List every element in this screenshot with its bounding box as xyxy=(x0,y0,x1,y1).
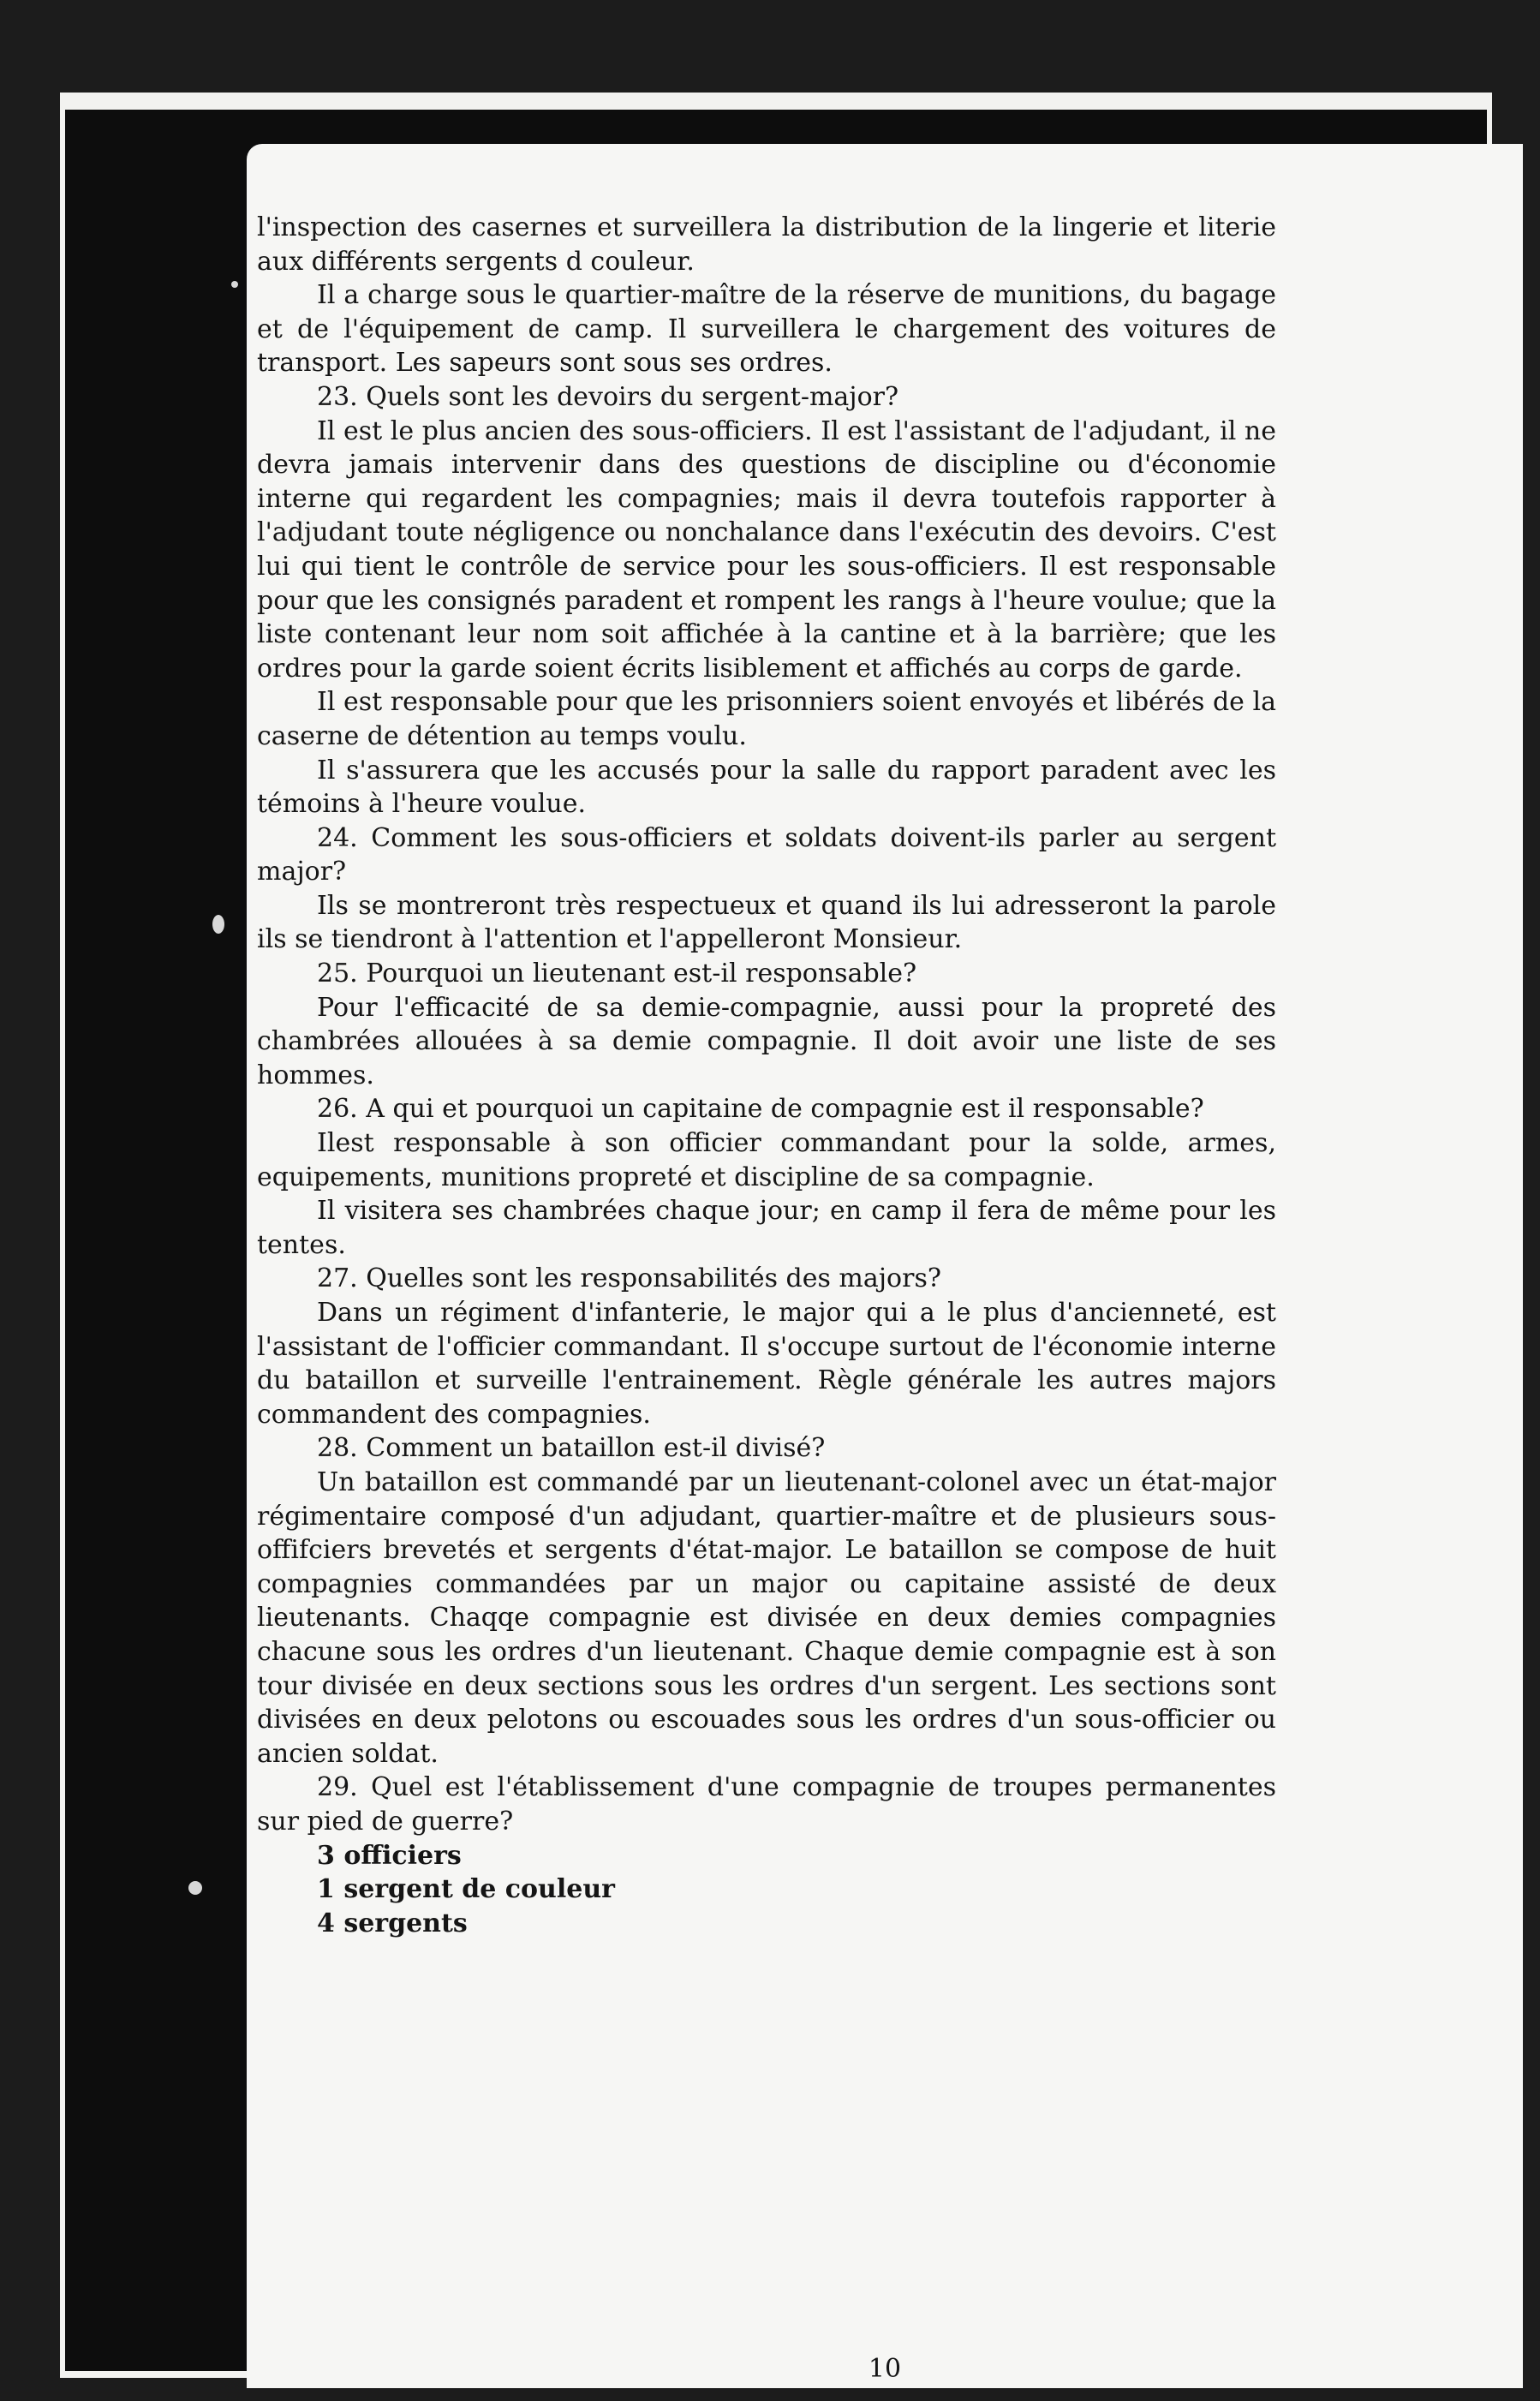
list-item: 4 sergents xyxy=(317,1908,468,1938)
question-28: 28. Comment un bataillon est-il divisé? xyxy=(317,1433,826,1464)
establishment-list xyxy=(317,1839,1276,1941)
question-25: 25. Pourquoi un lieutenant est-il responsable? xyxy=(317,959,917,989)
paragraph: Ilest responsable à son officier commandant pour la solde, armes, equipements, munitions propreté et discipline de sa compagnie. xyxy=(257,1128,1276,1192)
dust-speck xyxy=(188,1881,202,1895)
dust-speck xyxy=(231,281,238,288)
paragraph: Il est le plus ancien des sous-officiers. Il est l'assistant de l'adjudant, il ne devra jamais intervenir dans des questions de discipline ou d'économie interne qui regardent les compagnies; mais il devra toutefois rapporter à l'adjudant toute négligence ou nonchalance dans l'exécutin des devoirs. C'est lui qui tient le contrôle de service pour les sous-officiers. Il est responsable pour que les consignés paradent et rompent les rangs à l'heure voulue; que la liste contenant leur nom soit affichée à la cantine et à la barrière; que les ordres pour la garde soient écrits lisiblement et affichés au corps de garde. xyxy=(257,415,1276,684)
paragraph: Un bataillon est commandé par un lieutenant-colonel avec un état-major régimentaire composé d'un adjudant, quartier-maître et de plusieurs sous-offifciers brevetés et sergents d'état-major. Le bataillon se compose de huit compagnies commandées par un major ou capitaine assisté de deux lieutenants. Chaqqe compagnie est divisée en deux demies compagnies chacune sous les ordres d'un lieutenant. Chaque demie compagnie est à son tour divisée en deux sections sous les ordres d'un sergent. Les sections sont divisées en deux pelotons ou escouades sous les ordres d'un sous-officier ou ancien soldat. xyxy=(257,1466,1276,1769)
question-23: 23. Quels sont les devoirs du sergent-major? xyxy=(317,381,899,412)
paragraph: l'inspection des casernes et surveillera la distribution de la lingerie et literie aux différents sergents d couleur. xyxy=(257,212,1276,277)
paragraph: Il visitera ses chambrées chaque jour; en camp il fera de même pour les tentes. xyxy=(257,1196,1276,1260)
question-29: 29. Quel est l'établissement d'une compagnie de troupes permanentes sur pied de guerre? xyxy=(257,1772,1276,1837)
page-number: 10 xyxy=(868,2354,902,2384)
paragraph: Pour l'efficacité de sa demie-compagnie, aussi pour la propreté des chambrées allouées à sa demie compagnie. Il doit avoir une liste de ses hommes. xyxy=(257,992,1276,1090)
question-24: 24. Comment les sous-officiers et soldats doivent-ils parler au sergent major? xyxy=(257,822,1276,887)
document-body xyxy=(257,211,1276,1940)
dust-speck xyxy=(212,915,224,934)
paragraph: Dans un régiment d'infanterie, le major qui a le plus d'ancienneté, est l'assistant de l'officier commandant. Il s'occupe surtout de l'économie interne du bataillon et surveille l'entrainement. Règle générale les autres majors commandent des compagnies. xyxy=(257,1298,1276,1430)
paragraph: Il s'assurera que les accusés pour la salle du rapport paradent avec les témoins à l'heure voulue. xyxy=(257,755,1276,820)
question-26: 26. A qui et pourquoi un capitaine de compagnie est il responsable? xyxy=(317,1094,1204,1125)
paragraph: Il a charge sous le quartier-maître de la réserve de munitions, du bagage et de l'équipement de camp. Il surveillera le chargement des voitures de transport. Les sapeurs sont sous ses ordres. xyxy=(257,280,1276,379)
question-27: 27. Quelles sont les responsabilités des majors? xyxy=(317,1263,941,1294)
paragraph: Il est responsable pour que les prisonniers soient envoyés et libérés de la caserne de détention au temps voulu. xyxy=(257,687,1276,751)
list-item: 3 officiers xyxy=(317,1840,462,1871)
list-item: 1 sergent de couleur xyxy=(317,1874,615,1905)
paragraph: Ils se montreront très respectueux et quand ils lui adresseront la parole ils se tiendront à l'attention et l'appelleront Monsieur. xyxy=(257,890,1276,955)
